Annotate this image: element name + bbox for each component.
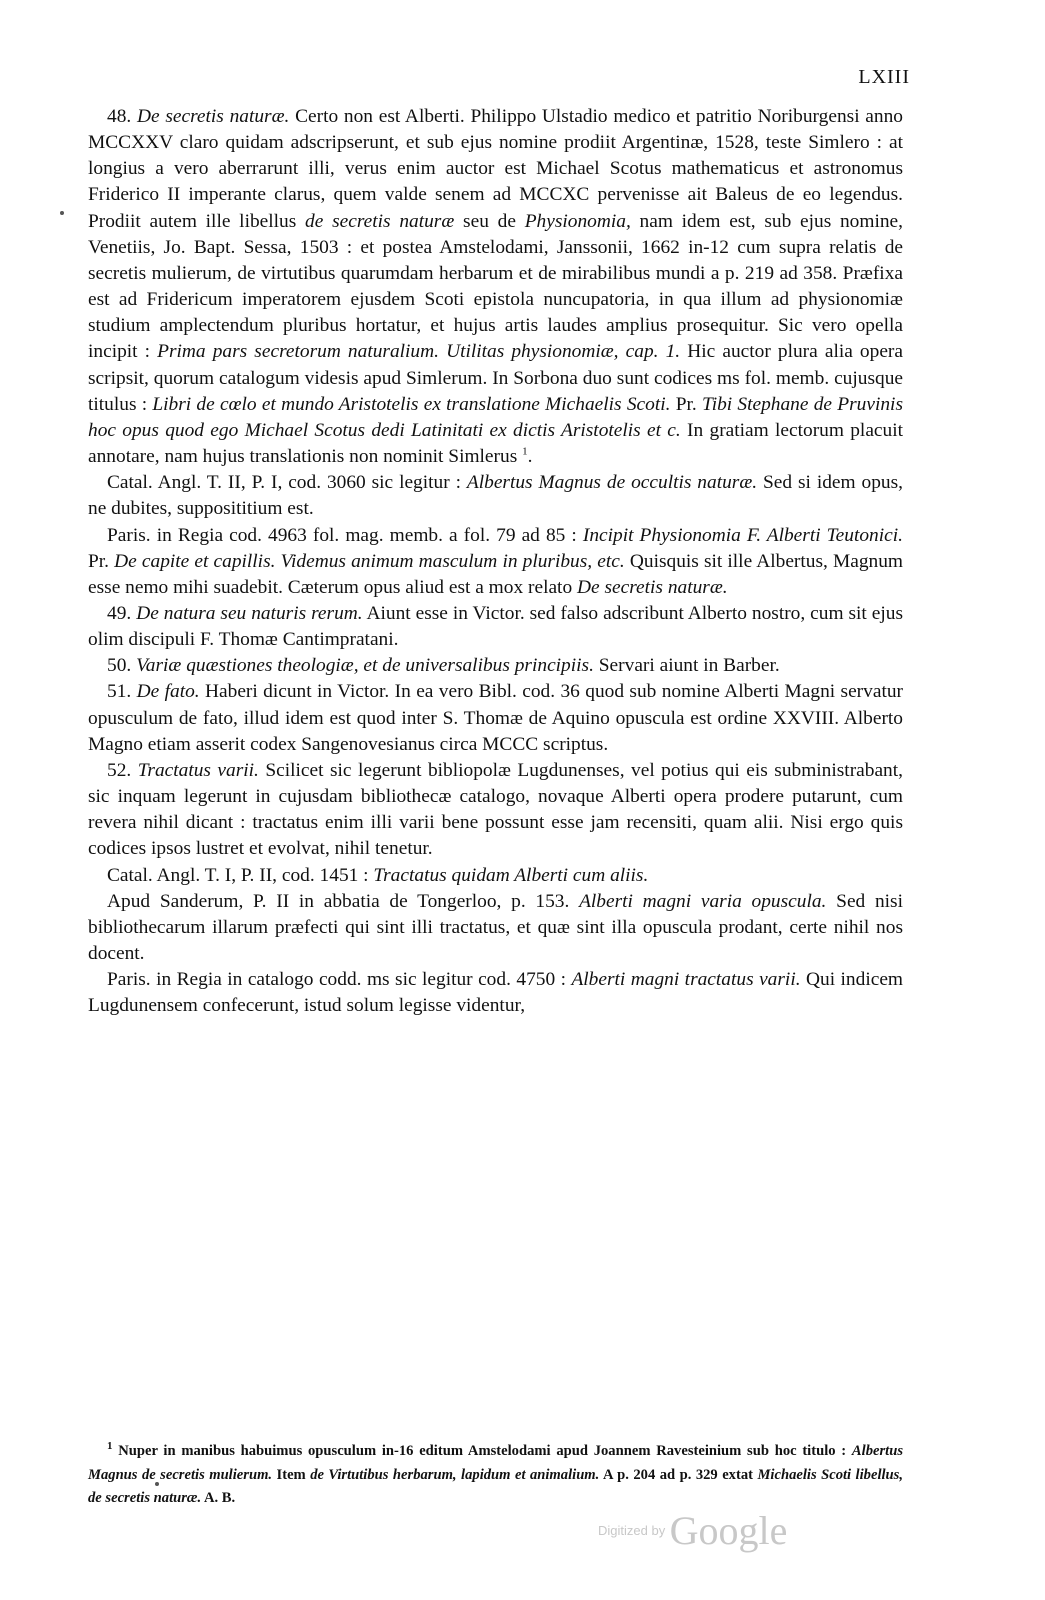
paragraph-paris-regia-4750 [88, 967, 903, 1019]
page-number: LXIII [858, 66, 910, 88]
text-run: Quisquis sit ille Albertus, Magnum esse nemo mihi suadebit. Cæterum opus aliud est a mox relato [88, 550, 904, 598]
text-run: Item [272, 1466, 311, 1483]
watermark-prefix: Digitized by [598, 1523, 666, 1538]
footnote-text [88, 1440, 903, 1511]
italic-run: Alberti magni tractatus varii. [571, 969, 801, 991]
italic-run: De fato. [136, 681, 200, 703]
italic-run: Prima pars secretorum naturalium. Utilitas physionomiæ, cap. 1. [157, 341, 681, 363]
italic-run: Variæ quæstiones theologiæ, et de universalibus principiis. [136, 655, 594, 677]
text-run: A p. 204 ad p. 329 extat [599, 1466, 758, 1483]
text-run: 48. [107, 106, 137, 127]
paragraph-51 [88, 679, 903, 757]
text-run: Pr. [670, 393, 702, 415]
text-run: Catal. Angl. T. II, P. I, cod. 3060 sic legitur : [107, 472, 467, 494]
text-run: Qui indicem Lugdunensem confecerunt, istud solum legisse videntur, [88, 969, 904, 1017]
text-run: Scilicet sic legerunt bibliopolæ Lugdunenses, vel potius qui eis subministrabant, sic inquam legerunt in cujusdam bibliothecæ catalogo, novaque Alberti opera prodere putarunt, cum revera nihil dicant : tractatus enim illi varii bene possunt esse jam recensiti, quam alii. Nisi ergo quis codices ipsos lustret et evolvat, nihil tenetur. [88, 759, 903, 860]
italic-run: Physionomia, [524, 210, 631, 232]
text-run: Hic auctor plura alia opera scripsit, quorum catalogum videsis apud Simlerum. In Sorbona duo sunt codices ms fol. memb. cujusque titulus : [88, 341, 903, 415]
text-run: In gratiam lectorum placuit annotare, nam hujus translationis non nominit Simlerus [88, 419, 903, 468]
text-run: Pr. [88, 550, 115, 572]
italic-run: De natura seu naturis rerum. [136, 602, 363, 624]
italic-run: De secretis naturæ. [136, 106, 290, 127]
italic-run: de secretis naturæ [305, 210, 455, 232]
paragraph-paris-regia-4963 [88, 523, 903, 601]
main-text [88, 104, 903, 1019]
paragraph-catal-angl-1451 [88, 863, 903, 889]
margin-mark [60, 211, 64, 215]
text-run: A. B. [201, 1490, 236, 1506]
italic-run: Albertus Magnus de occultis naturæ. [466, 472, 758, 494]
text-run: Apud Sanderum, P. II in abbatia de Tongerloo, p. 153. [107, 890, 580, 912]
text-run: 52. [107, 759, 138, 781]
text-run: Paris. in Regia cod. 4963 fol. mag. memb. a fol. 79 ad 85 : [107, 524, 583, 546]
footnote [88, 1440, 903, 1511]
paragraph-50 [88, 653, 903, 679]
text-run: Aiunt esse in Victor. sed falso adscribunt Alberto nostro, cum sit ejus olim discipuli F. Thomæ Cantimpratani. [88, 602, 903, 651]
italic-run: Tibi Stephane de Pruvinis hoc opus quod ego Michael Scotus dedi Latinitati ex dictis Aristotelis et c. [88, 393, 903, 441]
text-run: . [527, 446, 533, 468]
footnote-marker: 1 [107, 1440, 113, 1453]
paragraph-49 [88, 601, 903, 653]
text-run: Nuper in manibus habuimus opusculum in-16 editum Amstelodami apud Joannem Ravesteinium sub hoc titulo : [112, 1443, 852, 1459]
text-run: 49. [107, 602, 137, 624]
italic-run: De secretis naturæ. [577, 576, 728, 598]
italic-run: Tractatus quidam Alberti cum aliis. [373, 864, 649, 886]
paragraph-52 [88, 758, 903, 863]
text-run: Paris. in Regia in catalogo codd. ms sic legitur cod. 4750 : [107, 969, 572, 991]
text-run: seu de [454, 210, 525, 232]
text-run: Haberi dicunt in Victor. In ea vero Bibl. cod. 36 quod sub nomine Alberti Magni servatur opusculum de fato, illud idem est quod inter S. Thomæ de Aquino opuscula est ordine XXVIII. Alberto Magno etiam asserit codex Sangenovesianus circa MCCC scriptus. [88, 681, 903, 755]
paragraph-catal-angl-3060 [88, 470, 903, 522]
italic-run: de Virtutibus herbarum, lapidum et animalium. [310, 1466, 600, 1483]
italic-run: Libri de cœlo et mundo Aristotelis ex translatione Michaelis Scoti. [152, 393, 671, 415]
text-run: nam idem est, sub ejus nomine, Venetiis, Jo. Bapt. Sessa, 1503 : et postea Amstelodami, Janssonii, 1662 in-12 cum supra relatis de secretis mulierum, de virtutibus quarumdam herbarum et de mirabilibus mundi a p. 219 ad 358. Præfixa est ad Fridericum imperatorem ejusdem Scoti epistola nuncupatoria, in qua illum ad physionomiæ studium amplectendum pluribus hortatur, et hujus artis laudes amplius prosequitur. Sic vero opella incipit : [88, 210, 903, 363]
bottom-mark [155, 1482, 159, 1486]
text-run: Catal. Angl. T. I, P. II, cod. 1451 : [107, 864, 374, 886]
google-logo: Google [669, 1508, 788, 1553]
italic-run: Alberti magni varia opuscula. [579, 890, 827, 912]
text-run: Sed nisi bibliothecarum illarum præfecti qui sint illi tractatus, et quæ sint illa opuscula prodant, certe nihil nos docent. [88, 890, 903, 964]
text-run: 50. [107, 655, 137, 677]
paragraph-sanderum [88, 889, 903, 967]
digitized-by-google-watermark [598, 1507, 787, 1554]
footnote-marker: 1 [522, 445, 528, 458]
text-run: Servari aiunt in Barber. [593, 655, 780, 677]
italic-run: Tractatus varii. [137, 759, 259, 781]
italic-run: Incipit Physionomia F. Alberti Teutonici. [582, 524, 903, 546]
paragraph-48 [88, 104, 903, 470]
text-run: Certo non est Alberti. Philippo Ulstadio medico et patritio Noriburgensi anno MCCXXV claro quidam adscripserunt, et sub ejus nomine prodiit Argentinæ, 1528, teste Simlero : at longius a vero aberrarunt illi, verus enim auctor est Michael Scotus mathematicus et astronomus Friderico II imperante clarus, quem valde senem ad MCCXC pervenisse ait Baleus de eo legendus. Prodiit autem ille libellus [88, 106, 904, 232]
text-run: Sed si idem opus, ne dubites, supposititium est. [88, 472, 903, 520]
italic-run: Albertus Magnus de secretis mulierum. [88, 1443, 903, 1483]
text-run: 51. [107, 681, 137, 703]
italic-run: De capite et capillis. Videmus animum masculum in pluribus, etc. [114, 550, 625, 572]
italic-run: Michaelis Scoti libellus, de secretis naturæ. [88, 1466, 903, 1506]
